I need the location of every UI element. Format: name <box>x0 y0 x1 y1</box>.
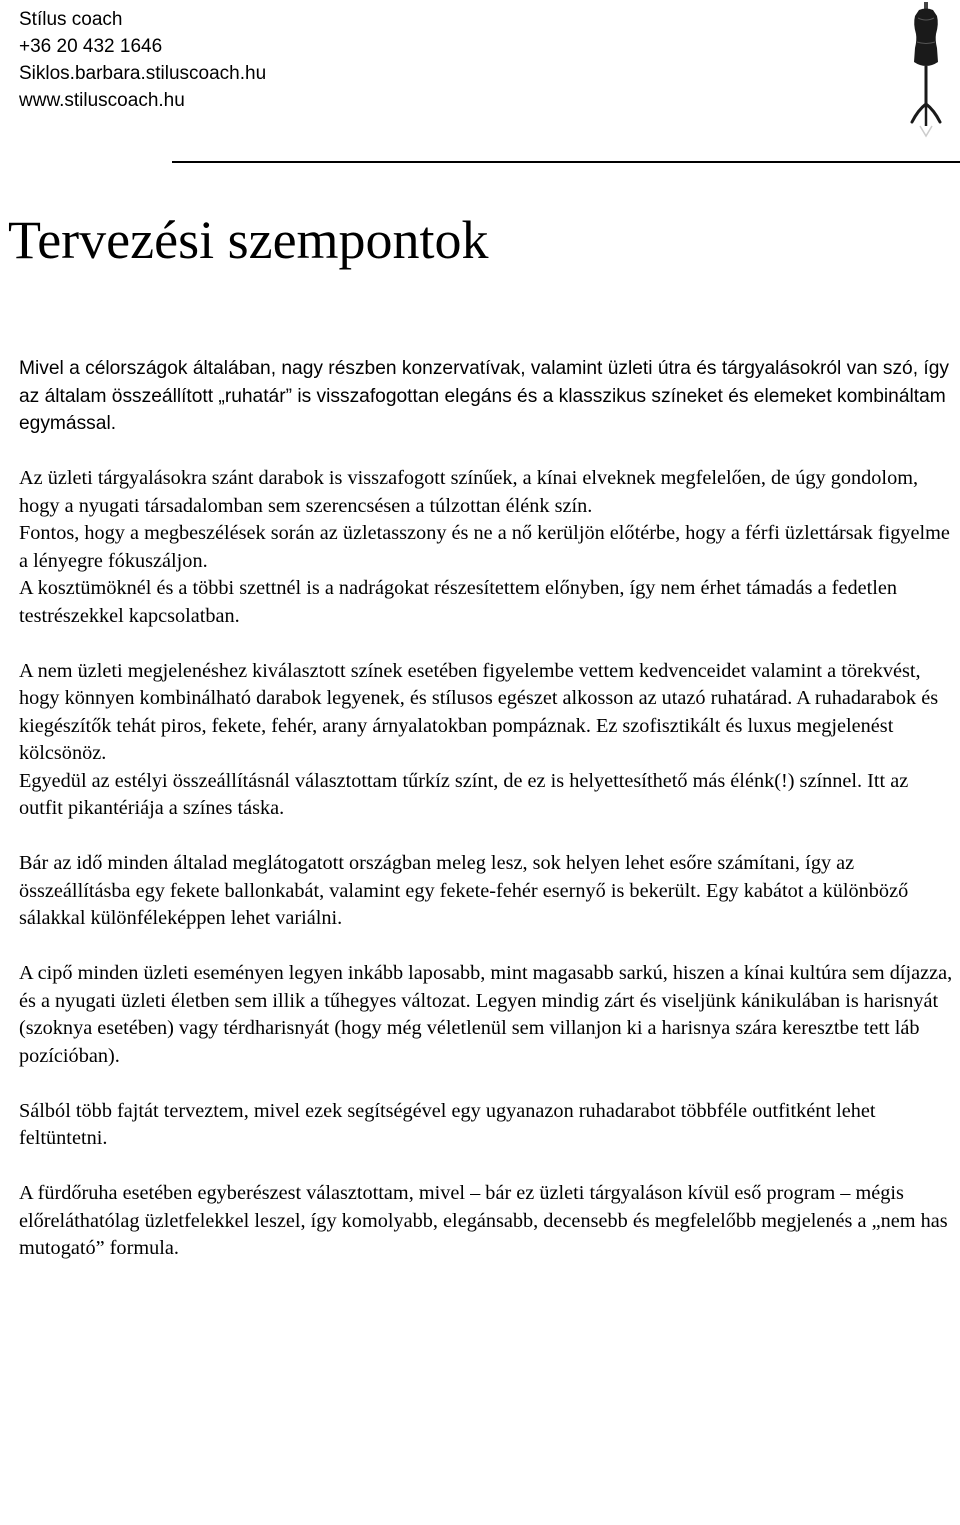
paragraph-gap <box>19 933 954 961</box>
paragraph-shoes: A cipő minden üzleti eseményen legyen inkább laposabb, mint magasabb sarkú, hiszen a kínai kultúra sem díjazza, és a nyugati üzleti életben sem illik a tűhegyes változat. Legyen mindig zárt és viseljünk kánikulában is harisnyát (szoknya esetében) vagy térdharisnyát (hogy még véletlenül sem villanjon ki a harisnya szára keresztbe tett láb pozícióban). <box>19 962 953 1067</box>
contact-header <box>19 6 879 114</box>
page-title: Tervezési szempontok <box>8 210 489 270</box>
paragraph-gap <box>19 1070 954 1098</box>
dress-form-mannequin-icon <box>906 2 946 138</box>
brand-name: Stílus coach <box>19 9 123 30</box>
header-divider <box>172 161 960 163</box>
paragraph-gap <box>19 823 954 851</box>
paragraph-casual-colors: A nem üzleti megjelenéshez kiválasztott színek esetében figyelembe vettem kedvenceidet valamint a törekvést, hogy könnyen kombinálható darabok legyenek, és stílusos egészet alkosson az utazó ruhatárad. A ruhadarabok és kiegészítők tehát piros, fekete, fehér, arany árnyalatokban pompáznak. Ez szofisztikált és luxus megjelenést kölcsönöz. <box>19 659 939 764</box>
paragraph-evening-outfit: Egyedül az estélyi összeállításnál választottam tűrkíz színt, de ez is helyettesíthető más élénk(!) színnel. Itt az outfit pikantériája a színes táska. <box>19 769 909 819</box>
website-url: www.stiluscoach.hu <box>19 90 185 111</box>
website-subdomain: Siklos.barbara.stiluscoach.hu <box>19 63 267 84</box>
paragraph-business-colors: Az üzleti tárgyalásokra szánt darabok is visszafogott színűek, a kínai elveknek megfelelően, de úgy gondolom, hogy a nyugati társadalomban sem szerencsésen a túlzottan élénk szín. <box>19 467 919 517</box>
paragraph-trousers: A kosztümöknél és a többi szettnél is a nadrágokat részesítettem előnyben, így nem érhet támadás a fedetlen testrészekkel kapcsolatban. <box>19 577 897 627</box>
paragraph-businesswoman-focus: Fontos, hogy a megbeszélések során az üzletasszony és ne a nő kerüljön előtérbe, hogy a férfi üzlettársak figyelme a lényegre fókuszáljon. <box>19 522 950 572</box>
paragraph-gap <box>19 630 954 658</box>
document-body <box>19 465 954 1263</box>
paragraph-swimwear: A fürdőruha esetében egyberészest választottam, mivel – bár ez üzleti tárgyaláson kívül eső program – mégis előreláthatólag üzletfelekkel leszel, így komolyabb, elegánsabb, decensebb és megfelelőbb megjelenés a „nem has mutogató” formula. <box>19 1182 948 1259</box>
paragraph-rain-coat: Bár az idő minden általad meglátogatott országban meleg lesz, sok helyen lehet esőre számítani, így az összeállításba egy fekete ballonkabát, valamint egy fekete-fehér esernyő is bekerült. Egy kabátot a különböző sálakkal különféleképpen lehet variálni. <box>19 852 909 929</box>
phone-number: +36 20 432 1646 <box>19 36 163 57</box>
paragraph-gap <box>19 1153 954 1181</box>
paragraph-scarves: Sálból több fajtát terveztem, mivel ezek segítségével egy ugyanazon ruhadarabot többféle outfitként lehet feltüntetni. <box>19 1099 876 1149</box>
intro-paragraph: Mivel a célországok általában, nagy részben konzervatívak, valamint üzleti útra és tárgyalásokról van szó, így az általam összeállított „ruhatár” is visszafogottan elegáns és a klasszikus színeket és elemeket kombináltam egymással. <box>19 358 949 434</box>
